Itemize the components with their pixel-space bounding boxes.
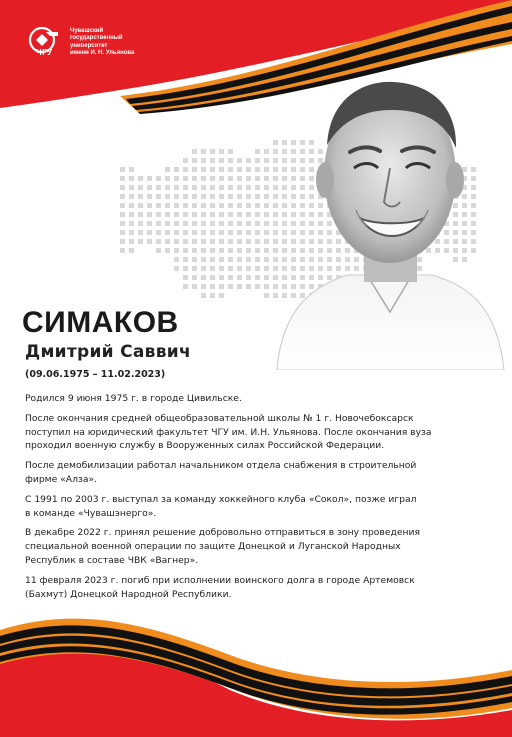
map-dot [183, 275, 188, 280]
map-dot [192, 203, 197, 208]
map-dot [264, 149, 269, 154]
map-dot [237, 167, 242, 172]
map-dot [228, 212, 233, 217]
map-dot [264, 167, 269, 172]
map-dot [237, 194, 242, 199]
map-dot [147, 194, 152, 199]
map-dot [174, 239, 179, 244]
map-dot [201, 257, 206, 262]
person-surname: СИМАКОВ [22, 306, 179, 339]
map-dot [219, 275, 224, 280]
map-dot [210, 284, 215, 289]
map-dot [228, 176, 233, 181]
map-dot [264, 257, 269, 262]
map-dot [192, 266, 197, 271]
map-dot [201, 293, 206, 298]
map-dot [201, 194, 206, 199]
map-dot [219, 293, 224, 298]
map-dot [210, 266, 215, 271]
map-dot [264, 239, 269, 244]
map-dot [201, 158, 206, 163]
map-dot [138, 203, 143, 208]
map-dot [228, 257, 233, 262]
map-dot [120, 203, 125, 208]
map-dot [210, 257, 215, 262]
map-dot [264, 158, 269, 163]
map-dot [219, 221, 224, 226]
map-dot [192, 167, 197, 172]
map-dot [201, 176, 206, 181]
map-dot [237, 248, 242, 253]
map-dot [228, 230, 233, 235]
map-dot [201, 185, 206, 190]
map-dot [201, 212, 206, 217]
map-dot [255, 239, 260, 244]
map-dot [246, 176, 251, 181]
map-dot [129, 221, 134, 226]
map-dot [183, 230, 188, 235]
map-dot [120, 248, 125, 253]
map-dot [129, 248, 134, 253]
map-dot [120, 194, 125, 199]
map-dot [183, 284, 188, 289]
map-dot [228, 239, 233, 244]
map-dot [255, 185, 260, 190]
map-dot [264, 248, 269, 253]
map-dot [165, 167, 170, 172]
map-dot [192, 248, 197, 253]
map-dot [147, 176, 152, 181]
map-dot [219, 230, 224, 235]
map-dot [210, 230, 215, 235]
map-dot [264, 176, 269, 181]
map-dot [138, 176, 143, 181]
map-dot [219, 257, 224, 262]
university-name-line: Чувашский [70, 28, 104, 34]
map-dot [192, 158, 197, 163]
map-dot [192, 221, 197, 226]
map-dot [264, 212, 269, 217]
map-dot [255, 176, 260, 181]
map-dot [246, 239, 251, 244]
bio-paragraph: Родился 9 июня 1975 г. в городе Цивильске. [25, 393, 242, 404]
map-dot [264, 194, 269, 199]
map-dot [165, 212, 170, 217]
map-dot [210, 221, 215, 226]
map-dot [174, 194, 179, 199]
map-dot [165, 221, 170, 226]
map-dot [183, 212, 188, 217]
map-dot [174, 185, 179, 190]
map-dot [183, 203, 188, 208]
map-dot [264, 293, 269, 298]
map-dot [129, 239, 134, 244]
map-dot [255, 212, 260, 217]
map-dot [255, 248, 260, 253]
map-dot [264, 275, 269, 280]
map-dot [228, 167, 233, 172]
map-dot [156, 194, 161, 199]
map-dot [156, 185, 161, 190]
map-dot [237, 176, 242, 181]
university-logo [28, 26, 168, 66]
map-dot [174, 176, 179, 181]
person-life-dates: (09.06.1975 – 11.02.2023) [25, 369, 166, 380]
map-dot [183, 266, 188, 271]
map-dot [237, 275, 242, 280]
map-dot [147, 221, 152, 226]
map-dot [246, 194, 251, 199]
map-dot [129, 176, 134, 181]
map-dot [201, 284, 206, 289]
map-dot [255, 230, 260, 235]
map-dot [183, 239, 188, 244]
map-dot [210, 239, 215, 244]
map-dot [129, 185, 134, 190]
map-dot [201, 275, 206, 280]
map-dot [129, 230, 134, 235]
map-dot [156, 176, 161, 181]
map-dot [210, 203, 215, 208]
map-dot [120, 239, 125, 244]
person-given-name: Дмитрий Саввич [25, 342, 191, 362]
map-dot [183, 221, 188, 226]
map-dot [192, 239, 197, 244]
map-dot [255, 158, 260, 163]
map-dot [237, 284, 242, 289]
map-dot [165, 239, 170, 244]
map-dot [183, 176, 188, 181]
map-dot [201, 239, 206, 244]
map-dot [255, 203, 260, 208]
map-dot [264, 185, 269, 190]
bio-paragraph: После демобилизации работал начальником отдела снабжения в строительной фирме «Алза». [25, 460, 417, 485]
map-dot [210, 167, 215, 172]
map-dot [165, 230, 170, 235]
map-dot [120, 230, 125, 235]
map-dot [174, 266, 179, 271]
map-dot [210, 176, 215, 181]
map-dot [237, 239, 242, 244]
map-dot [138, 239, 143, 244]
map-dot [192, 284, 197, 289]
map-dot [147, 239, 152, 244]
map-dot [192, 212, 197, 217]
map-dot [201, 203, 206, 208]
map-dot [192, 149, 197, 154]
map-dot [264, 284, 269, 289]
map-dot [237, 221, 242, 226]
map-dot [156, 212, 161, 217]
map-dot [165, 203, 170, 208]
map-dot [255, 275, 260, 280]
map-dot [219, 239, 224, 244]
map-dot [246, 167, 251, 172]
map-dot [255, 284, 260, 289]
bio-paragraph: 11 февраля 2023 г. погиб при исполнении воинского долга в городе Артемовск (Бахмут) Донецкой Народной Республики. [25, 574, 415, 600]
map-dot [237, 185, 242, 190]
map-dot [219, 158, 224, 163]
map-dot [210, 248, 215, 253]
map-dot [201, 149, 206, 154]
map-dot [138, 194, 143, 199]
map-dot [246, 275, 251, 280]
map-dot [228, 185, 233, 190]
map-dot [210, 185, 215, 190]
map-dot [183, 158, 188, 163]
bio-paragraph: С 1991 по 2003 г. выступал за команду хоккейного клуба «Сокол», позже играл в команде «Чувашэнерго». [25, 493, 417, 519]
map-dot [147, 203, 152, 208]
university-name-line: имени И. Н. Ульянова [70, 50, 135, 57]
biography [25, 392, 495, 607]
map-dot [183, 248, 188, 253]
map-dot [219, 266, 224, 271]
map-dot [219, 212, 224, 217]
map-dot [246, 257, 251, 262]
map-dot [183, 194, 188, 199]
map-dot [210, 275, 215, 280]
map-dot [210, 149, 215, 154]
map-dot [219, 194, 224, 199]
map-dot [246, 158, 251, 163]
map-dot [246, 284, 251, 289]
university-name-line: государственный [70, 35, 123, 42]
map-dot [255, 257, 260, 262]
map-dot [246, 212, 251, 217]
map-dot [237, 230, 242, 235]
map-dot [210, 212, 215, 217]
map-dot [129, 167, 134, 172]
map-dot [138, 185, 143, 190]
map-dot [228, 158, 233, 163]
map-dot [246, 203, 251, 208]
map-dot [255, 266, 260, 271]
map-dot [219, 176, 224, 181]
map-dot [219, 149, 224, 154]
map-dot [138, 212, 143, 217]
map-dot [147, 230, 152, 235]
map-dot [147, 212, 152, 217]
map-dot [165, 176, 170, 181]
map-dot [129, 194, 134, 199]
map-dot [138, 221, 143, 226]
map-dot [228, 221, 233, 226]
map-dot [192, 257, 197, 262]
map-dot [192, 185, 197, 190]
university-name [70, 28, 134, 58]
bio-paragraph: В декабре 2022 г. принял решение добровольно отправиться в зону проведения специальной военной операции по защите Донецкой и Луганской Народных Республик в составе ЧВК «Вагнер». [25, 527, 420, 566]
map-dot [174, 203, 179, 208]
map-dot [174, 167, 179, 172]
map-dot [264, 230, 269, 235]
map-dot [120, 167, 125, 172]
map-dot [174, 221, 179, 226]
map-dot [192, 275, 197, 280]
map-dot [237, 158, 242, 163]
map-dot [183, 167, 188, 172]
map-dot [219, 203, 224, 208]
map-dot [174, 212, 179, 217]
map-dot [210, 158, 215, 163]
map-dot [120, 176, 125, 181]
map-dot [228, 275, 233, 280]
map-dot [192, 230, 197, 235]
map-dot [255, 221, 260, 226]
map-dot [201, 167, 206, 172]
portrait-photo [272, 50, 507, 370]
map-dot [219, 284, 224, 289]
map-dot [201, 248, 206, 253]
map-dot [228, 248, 233, 253]
map-dot [219, 185, 224, 190]
map-dot [264, 266, 269, 271]
map-dot [246, 230, 251, 235]
university-name-line: университет [70, 42, 108, 49]
map-dot [165, 185, 170, 190]
map-dot [201, 221, 206, 226]
map-dot [129, 212, 134, 217]
map-dot [219, 248, 224, 253]
map-dot [219, 167, 224, 172]
map-dot [174, 230, 179, 235]
map-dot [201, 266, 206, 271]
map-dot [174, 257, 179, 262]
map-dot [129, 203, 134, 208]
map-dot [192, 176, 197, 181]
map-dot [237, 203, 242, 208]
map-dot [246, 248, 251, 253]
map-dot [228, 203, 233, 208]
map-dot [264, 221, 269, 226]
map-dot [174, 248, 179, 253]
map-dot [192, 194, 197, 199]
map-dot [228, 284, 233, 289]
map-dot [120, 221, 125, 226]
map-dot [228, 149, 233, 154]
map-dot [138, 230, 143, 235]
map-dot [120, 185, 125, 190]
map-dot [210, 293, 215, 298]
map-dot [255, 149, 260, 154]
map-dot [246, 221, 251, 226]
map-dot [201, 230, 206, 235]
university-abbr: ЧГУ [36, 48, 53, 57]
map-dot [255, 167, 260, 172]
map-dot [165, 194, 170, 199]
map-dot [120, 212, 125, 217]
map-dot [156, 230, 161, 235]
map-dot [237, 266, 242, 271]
map-dot [210, 194, 215, 199]
map-dot [237, 257, 242, 262]
map-dot [165, 248, 170, 253]
map-dot [237, 212, 242, 217]
map-dot [156, 239, 161, 244]
map-dot [228, 266, 233, 271]
bio-paragraph: После окончания средней общеобразовательной школы № 1 г. Новочебоксарск поступил на юридический факультет ЧГУ им. И.Н. Ульянова. После окончания вуза проходил военную службу в Вооруженных силах Российской Федерации. [25, 412, 432, 452]
map-dot [156, 248, 161, 253]
map-dot [147, 185, 152, 190]
map-dot [264, 203, 269, 208]
map-dot [156, 221, 161, 226]
map-dot [246, 266, 251, 271]
map-dot [228, 194, 233, 199]
map-dot [255, 194, 260, 199]
map-dot [183, 257, 188, 262]
map-dot [156, 203, 161, 208]
map-dot [183, 185, 188, 190]
map-dot [246, 185, 251, 190]
